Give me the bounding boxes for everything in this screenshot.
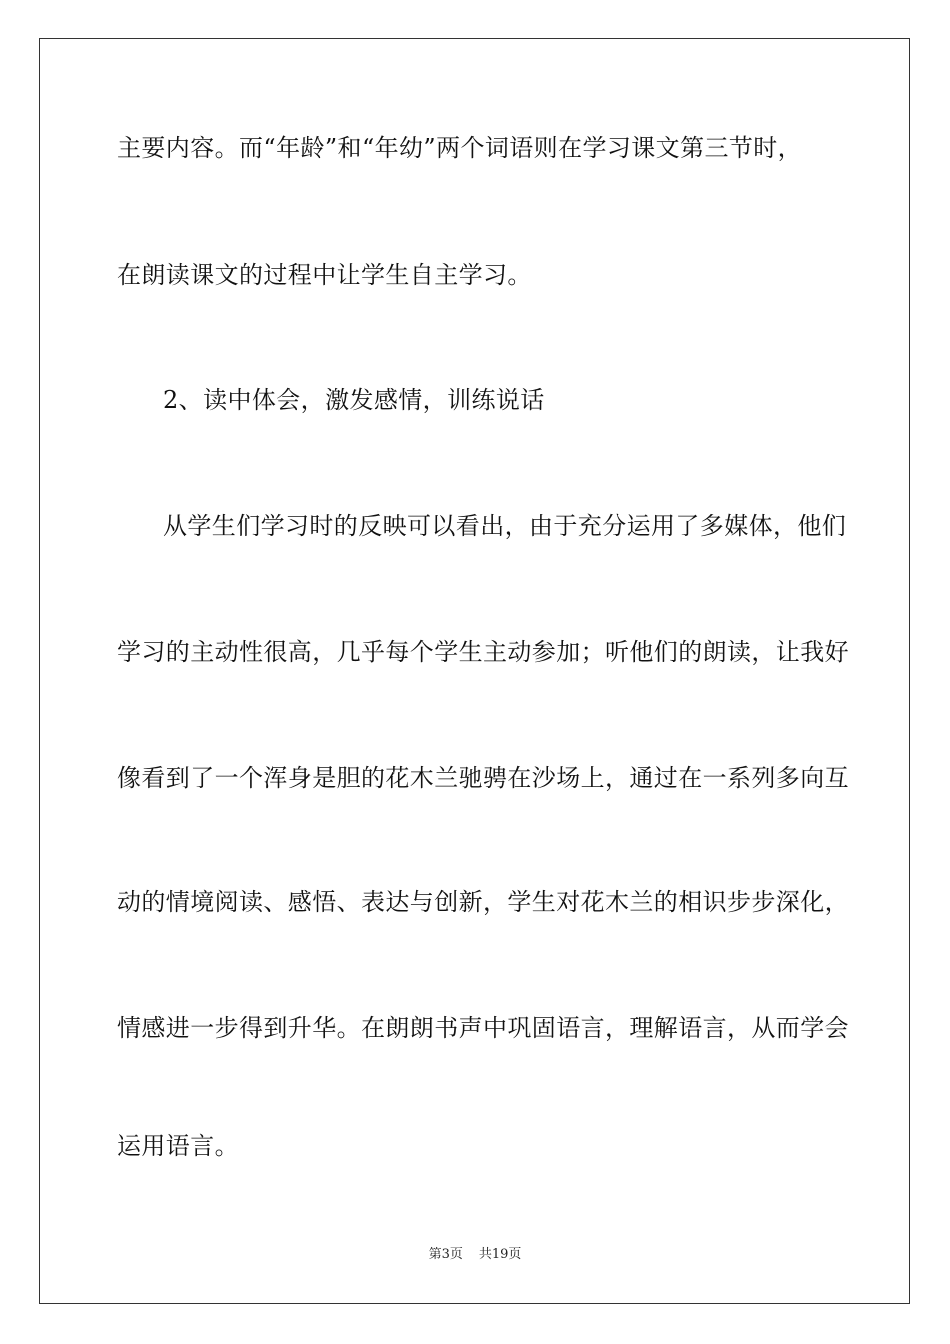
body-text-line: 从学生们学习时的反映可以看出，由于充分运用了多媒体，他们 <box>163 512 847 540</box>
body-text-line: 运用语言。 <box>117 1132 239 1160</box>
body-text-line: 学习的主动性很高，几乎每个学生主动参加；听他们的朗读，让我好 <box>117 638 849 666</box>
body-text-line: 主要内容。而“年龄”和“年幼”两个词语则在学习课文第三节时， <box>117 134 803 162</box>
page-total: 共19页 <box>478 1247 522 1262</box>
body-text-line: 情感进一步得到升华。在朗朗书声中巩固语言，理解语言，从而学会 <box>117 1014 849 1042</box>
page-number: 第3页 <box>428 1247 463 1262</box>
page-footer <box>0 1247 950 1263</box>
body-text-line: 像看到了一个浑身是胆的花木兰驰骋在沙场上，通过在一系列多向互 <box>117 764 849 792</box>
page-border <box>39 38 910 1304</box>
body-text-line: 在朗读课文的过程中让学生自主学习。 <box>117 261 532 289</box>
section-heading: 2、读中体会，激发感情，训练说话 <box>163 386 545 414</box>
body-text-line: 动的情境阅读、感悟、表达与创新，学生对花木兰的相识步步深化， <box>117 888 849 916</box>
